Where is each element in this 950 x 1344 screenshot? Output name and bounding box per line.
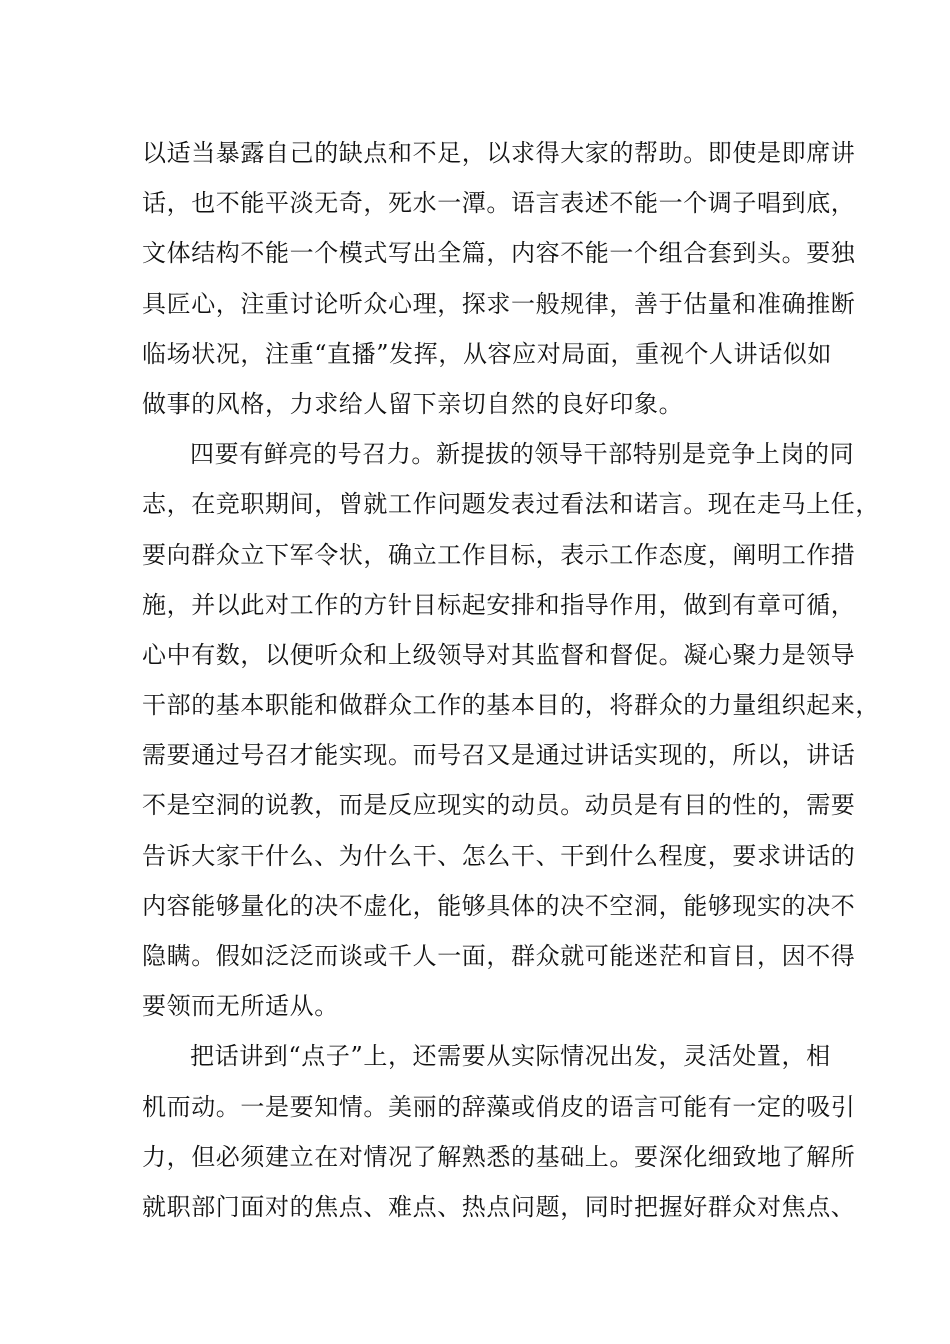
text-line: 临场状况，注重“直播”发挥，从容应对局面，重视个人讲话似如 [142,339,832,368]
text-line: 干部的基本职能和做群众工作的基本目的，将群众的力量组织起来， [142,691,880,720]
text-line: 施，并以此对工作的方针目标起安排和指导作用，做到有章可循， [142,590,856,619]
text-line: 以适当暴露自己的缺点和不足，以求得大家的帮助。即使是即席讲 [142,139,856,167]
paragraph-first-line: 四要有鲜亮的号召力。新提拔的领导干部特别是竞争上岗的同 [190,440,855,469]
text-line: 力，但必须建立在对情况了解熟悉的基础上。要深化细致地了解所 [142,1142,856,1171]
paragraph-first-line: 把话讲到“点子”上，还需要从实际情况出发，灵活处置，相 [190,1042,831,1071]
text-line: 志，在竞职期间，曾就工作问题发表过看法和诺言。现在走马上任， [142,490,880,519]
body-text [142,128,880,1232]
text-line: 话，也不能平淡无奇，死水一潭。语言表述不能一个调子唱到底， [142,189,856,218]
text-line: 机而动。一是要知情。美丽的辞藻或俏皮的语言可能有一定的吸引 [142,1092,856,1121]
text-line: 需要通过号召才能实现。而号召又是通过讲话实现的，所以，讲话 [142,741,856,770]
text-line: 要领而无所适从。 [142,992,339,1021]
text-line: 心中有数，以便听众和上级领导对其监督和督促。凝心聚力是领导 [142,640,856,669]
text-line: 要向群众立下军令状，确立工作目标，表示工作态度，阐明工作措 [142,540,856,569]
text-line: 具匠心，注重讨论听众心理，探求一般规律，善于估量和准确推断 [142,289,856,318]
text-line: 就职部门面对的焦点、难点、热点问题，同时把握好群众对焦点、 [142,1192,856,1221]
text-line: 告诉大家干什么、为什么干、怎么干、干到什么程度，要求讲话的 [142,841,856,870]
text-line: 做事的风格，力求给人留下亲切自然的良好印象。 [142,389,684,418]
text-line: 文体结构不能一个模式写出全篇，内容不能一个组合套到头。要独 [142,239,856,268]
text-line: 不是空洞的说教，而是反应现实的动员。动员是有目的性的，需要 [142,791,856,820]
text-line: 隐瞒。假如泛泛而谈或千人一面，群众就可能迷茫和盲目，因不得 [142,942,856,970]
text-line: 内容能够量化的决不虚化，能够具体的决不空洞，能够现实的决不 [142,891,856,920]
